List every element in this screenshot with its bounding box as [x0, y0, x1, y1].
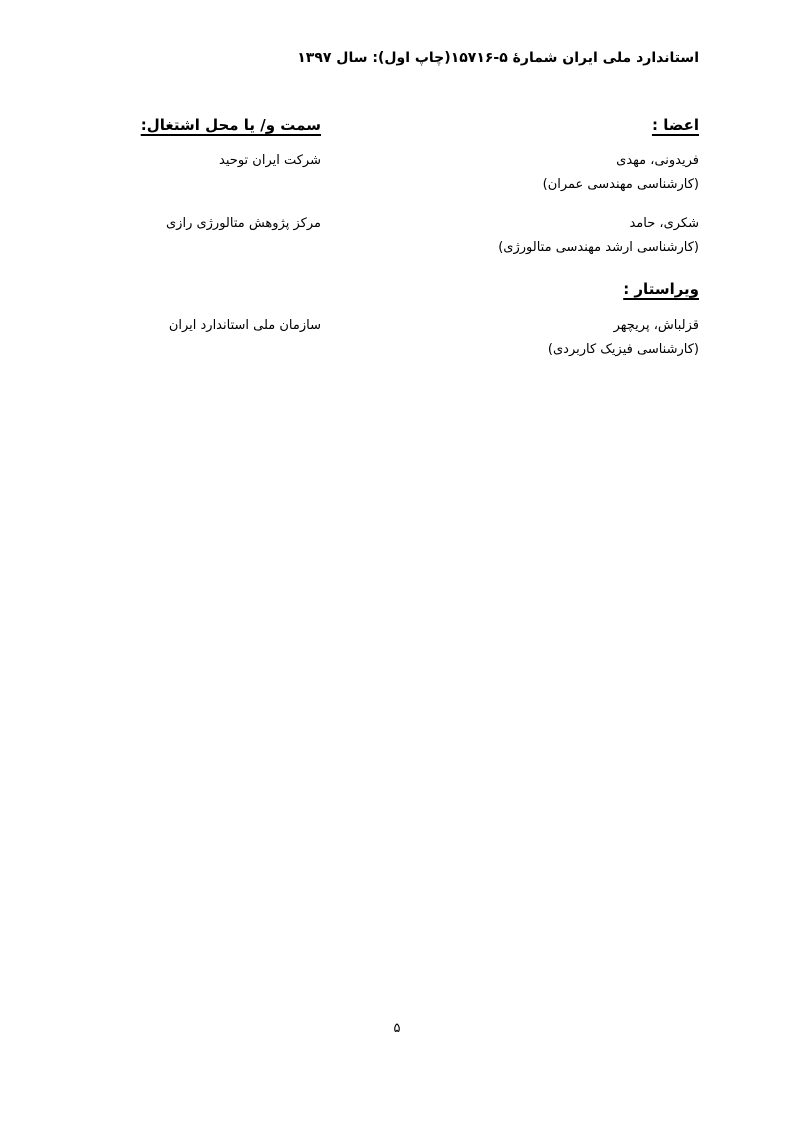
- editor-degree: (کارشناسی فیزیک کاربردی): [547, 342, 699, 357]
- editor-affiliation: سازمان ملی استاندارد ایران: [168, 318, 321, 333]
- member-affiliation: مرکز پژوهش متالورژی رازی: [166, 216, 321, 231]
- member-affiliation: شرکت ایران توحید: [219, 153, 321, 168]
- editor-name: قزلباش، پریچهر: [613, 318, 699, 333]
- position-heading: سمت و/ یا محل اشتغال:: [140, 116, 321, 134]
- member-name: فریدونی، مهدی: [616, 153, 699, 168]
- members-heading: اعضا :: [651, 116, 699, 134]
- document-header: استاندارد ملی ایران شمارۀ ۵-۱۵۷۱۶(چاپ اول): سال ۱۳۹۷: [297, 50, 699, 66]
- member-name: شکری، حامد: [629, 216, 699, 231]
- member-degree: (کارشناسی ارشد مهندسی متالورژی): [498, 240, 699, 255]
- editor-heading: ویراستار :: [623, 280, 699, 298]
- member-degree: (کارشناسی مهندسی عمران): [542, 177, 699, 192]
- page-number: ۵: [393, 1021, 401, 1036]
